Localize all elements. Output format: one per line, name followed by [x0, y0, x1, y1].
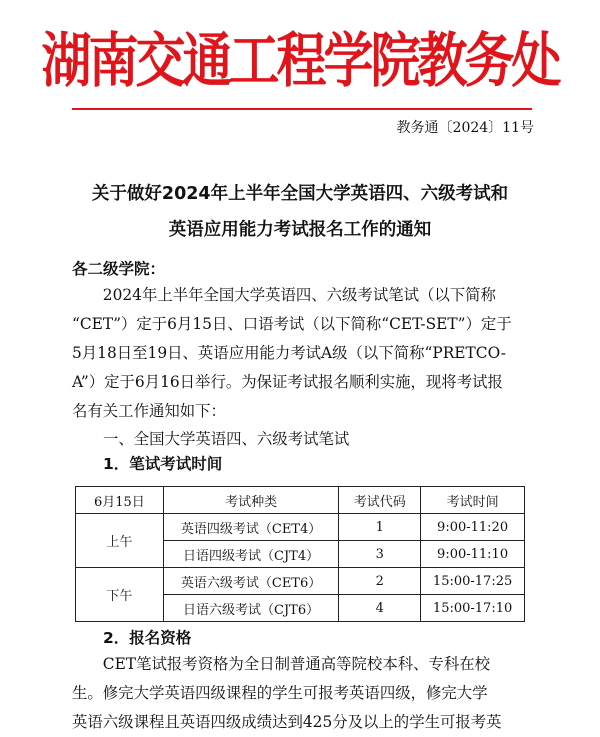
exam-code-cell: 2	[339, 568, 421, 595]
subheading-eligibility: 2．报名资格	[103, 629, 192, 647]
salutation: 各二级学院：	[72, 260, 166, 278]
intro-line: 名有关工作通知如下：	[72, 402, 226, 420]
eligibility-paragraph	[72, 650, 528, 737]
exam-schedule-table	[75, 486, 525, 622]
exam-time-cell: 9:00-11:10	[421, 541, 525, 568]
eligibility-line: 英语六级课程且英语四级成绩达到425分及以上的学生可报考英	[72, 713, 502, 731]
exam-time-cell: 9:00-11:20	[421, 514, 525, 541]
document-number: 教务通〔2024〕11号	[396, 120, 534, 136]
exam-time-cell: 15:00-17:25	[421, 568, 525, 595]
table-row	[76, 568, 525, 595]
header-date: 6月15日	[76, 487, 164, 514]
exam-code-cell: 3	[339, 541, 421, 568]
notice-title-line-1: 关于做好2024年上半年全国大学英语四、六级考试和	[91, 184, 509, 204]
eligibility-line: 生。修完大学英语四级课程的学生可报考英语四级，修完大学	[72, 684, 488, 702]
intro-line: 2024年上半年全国大学英语四、六级考试笔试（以下简称	[102, 286, 496, 304]
exam-type-cell: 英语四级考试（CET4）	[163, 514, 339, 541]
exam-type-cell: 日语六级考试（CJT6）	[163, 595, 339, 622]
header-exam-time: 考试时间	[421, 487, 525, 514]
period-cell: 下午	[76, 568, 164, 622]
exam-type-cell: 日语四级考试（CJT4）	[163, 541, 339, 568]
intro-line: A”）定于6月16日举行。为保证考试报名顺利实施，现将考试报	[72, 373, 503, 391]
header-exam-type: 考试种类	[163, 487, 339, 514]
table-row	[76, 514, 525, 541]
red-divider	[72, 108, 532, 110]
exam-type-cell: 英语六级考试（CET6）	[163, 568, 339, 595]
issuer-masthead: 湖南交通工程学院教务处	[41, 26, 559, 96]
subheading-exam-time: 1．笔试考试时间	[103, 455, 223, 473]
header-exam-code: 考试代码	[339, 487, 421, 514]
notice-title-line-2: 英语应用能力考试报名工作的通知	[168, 220, 432, 240]
exam-time-cell: 15:00-17:10	[421, 595, 525, 622]
intro-paragraph	[72, 281, 528, 426]
intro-line: “CET”）定于6月15日、口语考试（以下简称“CET-SET”）定于	[72, 315, 512, 333]
eligibility-line: CET笔试报考资格为全日制普通高等院校本科、专科在校	[102, 655, 491, 673]
exam-code-cell: 4	[339, 595, 421, 622]
intro-line: 5月18日至19日、英语应用能力考试A级（以下简称“PRETCO-	[72, 344, 506, 362]
section-heading-cet: 一、全国大学英语四、六级考试笔试	[103, 430, 350, 448]
exam-code-cell: 1	[339, 514, 421, 541]
period-cell: 上午	[76, 514, 164, 568]
table-header-row	[76, 487, 525, 514]
